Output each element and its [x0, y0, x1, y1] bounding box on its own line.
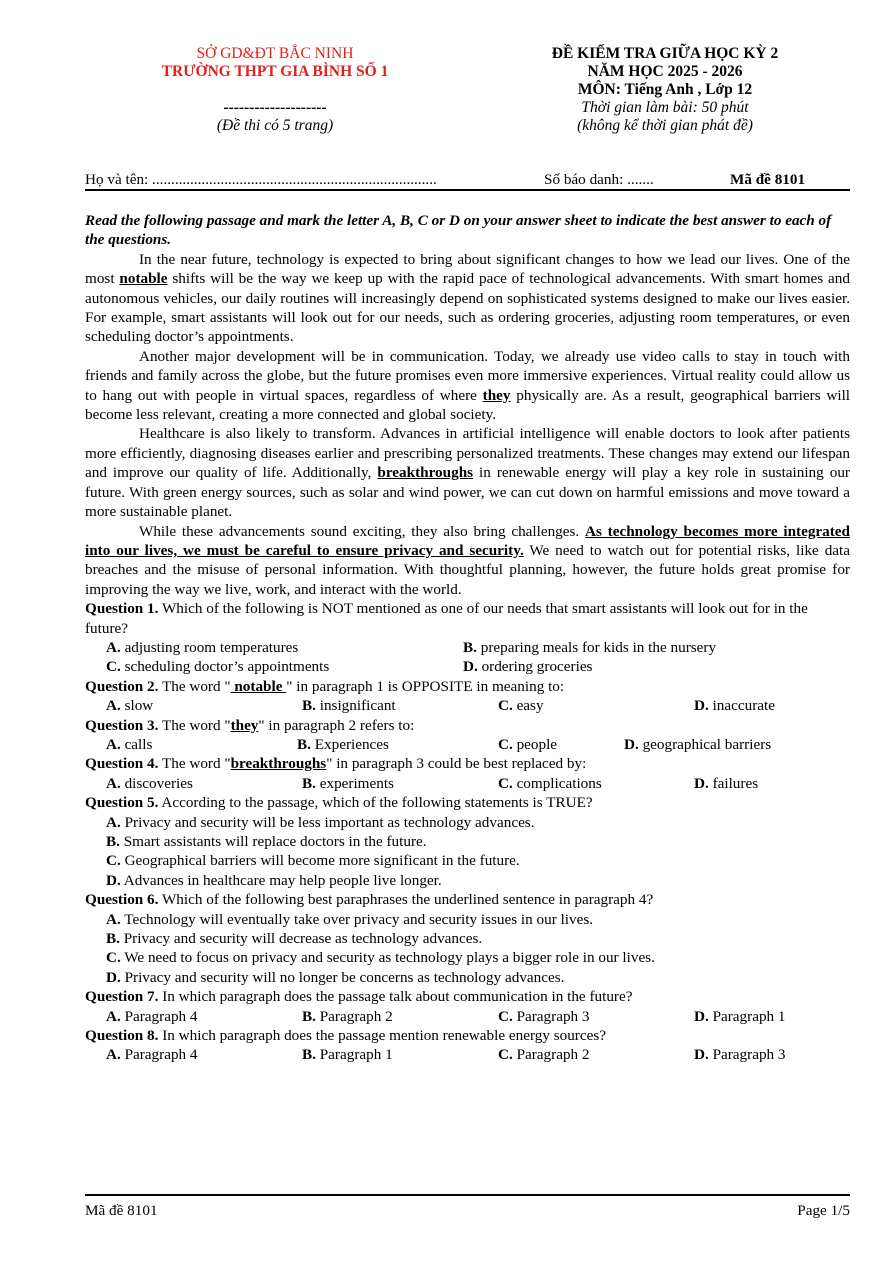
- question-7: Question 7. In which paragraph does the passage talk about communication in the future?: [85, 988, 633, 1006]
- exam-code: Mã đề 8101: [730, 171, 806, 188]
- option-b: B. Paragraph 2: [302, 1007, 393, 1025]
- option-a: A. adjusting room temperatures: [106, 638, 299, 656]
- subject: MÔN: Tiếng Anh , Lớp 12: [577, 81, 753, 98]
- question-2: Question 2. The word " notable " in paragraph 1 is OPPOSITE in meaning to:: [85, 677, 565, 695]
- option-d: D. Paragraph 3: [694, 1046, 786, 1064]
- underlined-sentence: As technology becomes more integrated into our lives, we must be careful to ensure privacy and security.: [85, 522, 850, 559]
- footer-exam-code: Mã đề 8101: [85, 1202, 158, 1219]
- option-b: B. preparing meals for kids in the nursery: [463, 638, 717, 656]
- option-b: B. Paragraph 1: [302, 1046, 393, 1064]
- exam-title: ĐỀ KIỂM TRA GIỮA HỌC KỲ 2: [551, 45, 779, 62]
- option-d: D. inaccurate: [694, 697, 775, 715]
- passage-paragraph-1: In the near future, technology is expected to bring about significant changes to how we lead our lives. One of the most notable shifts will be the way we keep up with the rapid pace of technological advancements. With smart homes and autonomous vehicles, our daily routines will increasingly depend on sophisticated systems designed to make our lives easier. For example, smart assistants will look out for our needs, such as ordering groceries, adjusting room temperatures, or even scheduling doctor’s appointments.: [85, 250, 850, 346]
- candidate-number-label: Số báo danh: .......: [544, 171, 654, 188]
- option-d: D. Paragraph 1: [694, 1007, 786, 1025]
- question-7-options: [106, 1007, 850, 1026]
- underlined-word-breakthroughs: breakthroughs: [377, 464, 474, 482]
- header-right: [480, 45, 850, 135]
- exam-content: [85, 211, 850, 1065]
- question-5: Question 5. According to the passage, which of the following statements is TRUE?: [85, 794, 593, 812]
- option-b: B. Privacy and security will decrease as technology advances.: [106, 930, 483, 948]
- option-c: C. Geographical barriers will become more significant in the future.: [106, 852, 520, 870]
- option-c: C. complications: [498, 774, 602, 792]
- option-a: A. Technology will eventually take over privacy and security issues in our lives.: [106, 910, 594, 928]
- question-3: Question 3. The word "they" in paragraph 2 refers to:: [85, 716, 415, 734]
- option-d: D. failures: [694, 774, 759, 792]
- question-1: Question 1. Which of the following is NOT mentioned as one of our needs that smart assistants will look out for in the future?: [85, 600, 808, 637]
- time-limit: Thời gian làm bài: 50 phút: [581, 99, 749, 116]
- option-c: C. easy: [498, 697, 544, 715]
- passage-paragraph-3: Healthcare is also likely to transform. Advances in artificial intelligence will enable doctors to look after patients more efficiently, diagnosing diseases earlier and prescribing personalized treatments. These changes may extend our lifespan and improve our quality of life. Additionally, breakthroughs in renewable energy will play a key role in sustaining our future. With green energy sources, such as solar and wind power, we can cut down on harmful emissions and move toward a more sustainable planet.: [85, 425, 850, 521]
- page-count-note: (Đề thi có 5 trang): [216, 117, 334, 134]
- option-d: D. Privacy and security will no longer be concerns as technology advances.: [106, 968, 565, 986]
- question-2-options: [106, 696, 850, 715]
- question-3-options: [106, 735, 850, 754]
- underlined-word-they: they: [482, 386, 511, 404]
- header-left: [85, 45, 465, 135]
- option-b: B. Experiences: [297, 735, 389, 753]
- option-c: C. people: [498, 735, 558, 753]
- question-4-options: [106, 774, 850, 793]
- option-a: A. Paragraph 4: [106, 1046, 198, 1064]
- candidate-info-row: [85, 170, 850, 190]
- instructions: Read the following passage and mark the letter A, B, C or D on your answer sheet to indicate the best answer to each of the questions.: [85, 212, 832, 249]
- question-6: Question 6. Which of the following best paraphrases the underlined sentence in paragraph 4?: [85, 891, 654, 909]
- option-a: A. calls: [106, 735, 153, 753]
- option-c: C. Paragraph 2: [498, 1046, 590, 1064]
- option-b: B. Smart assistants will replace doctors in the future.: [106, 833, 427, 850]
- question-4-word: breakthroughs: [230, 755, 327, 773]
- option-a: A. Paragraph 4: [106, 1007, 198, 1025]
- option-c: C. scheduling doctor’s appointments: [106, 658, 330, 676]
- school-name: TRƯỜNG THPT GIA BÌNH SỐ 1: [161, 63, 389, 80]
- option-c: C. We need to focus on privacy and security as technology plays a bigger role in our lives.: [106, 949, 655, 967]
- school-year: NĂM HỌC 2025 - 2026: [587, 63, 743, 80]
- passage-paragraph-4: While these advancements sound exciting, they also bring challenges. As technology becomes more integrated into our lives, we must be careful to ensure privacy and security. We need to watch out for potential risks, like data breaches and the misuse of personal information. With thoughtful planning, however, the future holds great promise for improving the way we live, work, and interact with the world.: [85, 522, 850, 598]
- time-note: (không kể thời gian phát đề): [577, 117, 753, 134]
- passage-paragraph-2: Another major development will be in communication. Today, we already use video calls to stay in touch with friends and family across the globe, but the future promises even more immersive experiences. Virtual reality could allow us to hang out with people in virtual spaces, regardless of where they physically are. As a result, geographical barriers will become less relevant, creating a more connected and global society.: [85, 347, 851, 424]
- option-d: D. Advances in healthcare may help people live longer.: [106, 871, 442, 889]
- option-a: A. discoveries: [106, 774, 193, 792]
- option-d: D. geographical barriers: [624, 735, 772, 753]
- question-3-word: they: [230, 716, 259, 734]
- separator-dashes: --------------------: [223, 99, 327, 116]
- option-a: A. slow: [106, 697, 154, 715]
- name-field-label: Họ và tên: ...........................................................................: [85, 171, 437, 188]
- option-c: C. Paragraph 3: [498, 1007, 590, 1025]
- question-8: Question 8. In which paragraph does the passage mention renewable energy sources?: [85, 1027, 607, 1045]
- page-number: Page 1/5: [797, 1202, 850, 1219]
- option-d: D. ordering groceries: [463, 658, 593, 676]
- question-2-word: notable: [230, 677, 287, 695]
- footer-divider: [85, 1194, 850, 1196]
- question-4: Question 4. The word "breakthroughs" in paragraph 3 could be best replaced by:: [85, 755, 587, 773]
- question-8-options: [106, 1045, 850, 1064]
- option-a: A. Privacy and security will be less important as technology advances.: [106, 813, 535, 831]
- department-name: SỞ GD&ĐT BẮC NINH: [196, 45, 354, 62]
- option-b: B. experiments: [302, 774, 394, 792]
- question-1-options: [106, 638, 850, 677]
- option-b: B. insignificant: [302, 697, 396, 715]
- header-divider: [85, 189, 850, 191]
- underlined-word-notable: notable: [119, 270, 168, 288]
